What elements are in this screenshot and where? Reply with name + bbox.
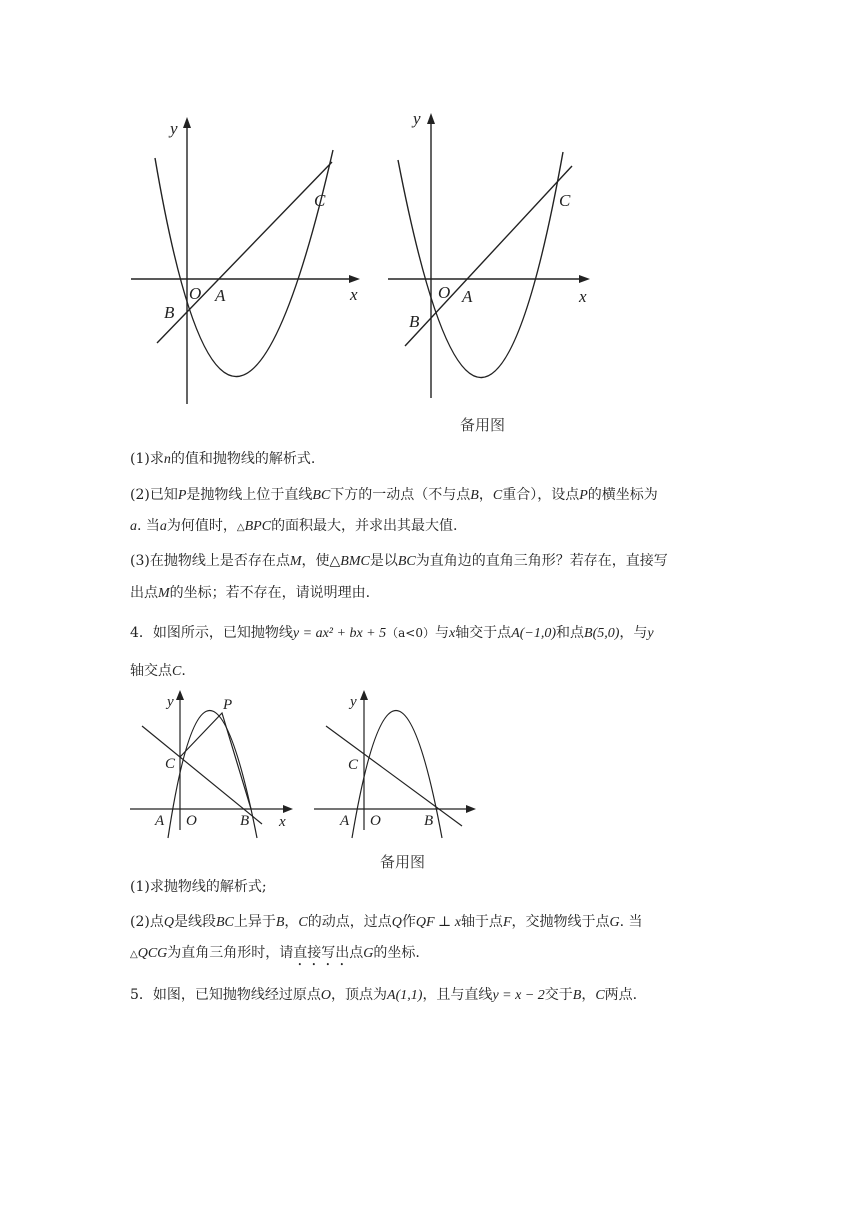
x-axis-arrow <box>466 805 476 813</box>
label-o: O <box>186 813 197 829</box>
label-x: x <box>579 287 587 306</box>
q3-part3-line2: 出点M的坐标；若不存在，请说明理由. <box>130 585 371 601</box>
x-axis-arrow <box>283 805 293 813</box>
label-a: A <box>215 286 226 305</box>
q4-part1: (1)求抛物线的解析式; <box>130 879 267 895</box>
figure-2-graph <box>375 105 600 405</box>
label-o: O <box>370 813 381 829</box>
q3-part2-line1: (2)已知P是抛物线上位于直线BC下方的一动点（不与点B，C重合），设点P的横坐标为 <box>130 487 658 503</box>
line-bc <box>326 726 462 826</box>
figure-4-caption: 备用图 <box>380 853 426 871</box>
q4-part2-line1: (2)点Q是线段BC上异于B，C的动点，过点Q作QF ⊥ x轴于点F，交抛物线于点G. 当 <box>130 914 643 930</box>
figure-2-caption: 备用图 <box>460 416 506 434</box>
label-p: P <box>223 697 233 713</box>
x-axis-arrow <box>579 275 590 283</box>
parabola-curve <box>155 150 333 377</box>
label-b: B <box>240 813 250 829</box>
label-x: x <box>279 814 286 830</box>
q3-part2-line2: a. 当a为何值时，△BPC的面积最大，并求出其最大值. <box>130 518 458 534</box>
y-axis-arrow <box>427 113 435 124</box>
q4-line2: 轴交点C. <box>130 663 186 679</box>
q4-line1: 4．如图所示，已知抛物线y = ax² + bx + 5（a<0）与x轴交于点A(−1,0)和点B(5,0)，与y <box>130 625 654 641</box>
label-y: y <box>413 109 421 128</box>
label-c: C <box>348 757 359 773</box>
label-o: O <box>189 284 202 303</box>
q4-part2-line2: △QCG为直角三角形时，请直接写出点G的坐标. <box>130 945 420 961</box>
q5-line1: 5．如图，已知抛物线经过原点O，顶点为A(1,1)，且与直线y = x − 2交于B，C两点. <box>130 987 638 1003</box>
label-b: B <box>164 303 175 322</box>
label-c: C <box>165 756 176 772</box>
x-axis-arrow <box>349 275 360 283</box>
y-axis-arrow <box>176 690 184 700</box>
label-b: B <box>409 312 420 331</box>
figure-4-graph <box>308 685 480 835</box>
emphasized-text: 直接写出 <box>293 945 350 961</box>
segments-cpb <box>180 713 251 809</box>
label-c: C <box>559 191 571 210</box>
y-axis-arrow <box>183 117 191 128</box>
label-b: B <box>424 813 434 829</box>
label-y: y <box>170 119 178 138</box>
label-y: y <box>167 694 174 710</box>
label-c: C <box>314 191 326 210</box>
y-axis-arrow <box>360 690 368 700</box>
label-y: y <box>350 694 357 710</box>
label-a: A <box>340 813 350 829</box>
q3-part1: (1)求n的值和抛物线的解析式. <box>130 451 316 467</box>
line-bc <box>405 166 572 346</box>
figure-3-graph <box>125 685 300 835</box>
label-o: O <box>438 283 451 302</box>
label-x: x <box>350 285 358 304</box>
figure-1-graph <box>125 110 370 410</box>
label-a: A <box>462 287 473 306</box>
q3-part3-line1: (3)在抛物线上是否存在点M，使△BMC是以BC为直角边的直角三角形？若存在，直接写 <box>130 553 668 569</box>
label-a: A <box>155 813 165 829</box>
